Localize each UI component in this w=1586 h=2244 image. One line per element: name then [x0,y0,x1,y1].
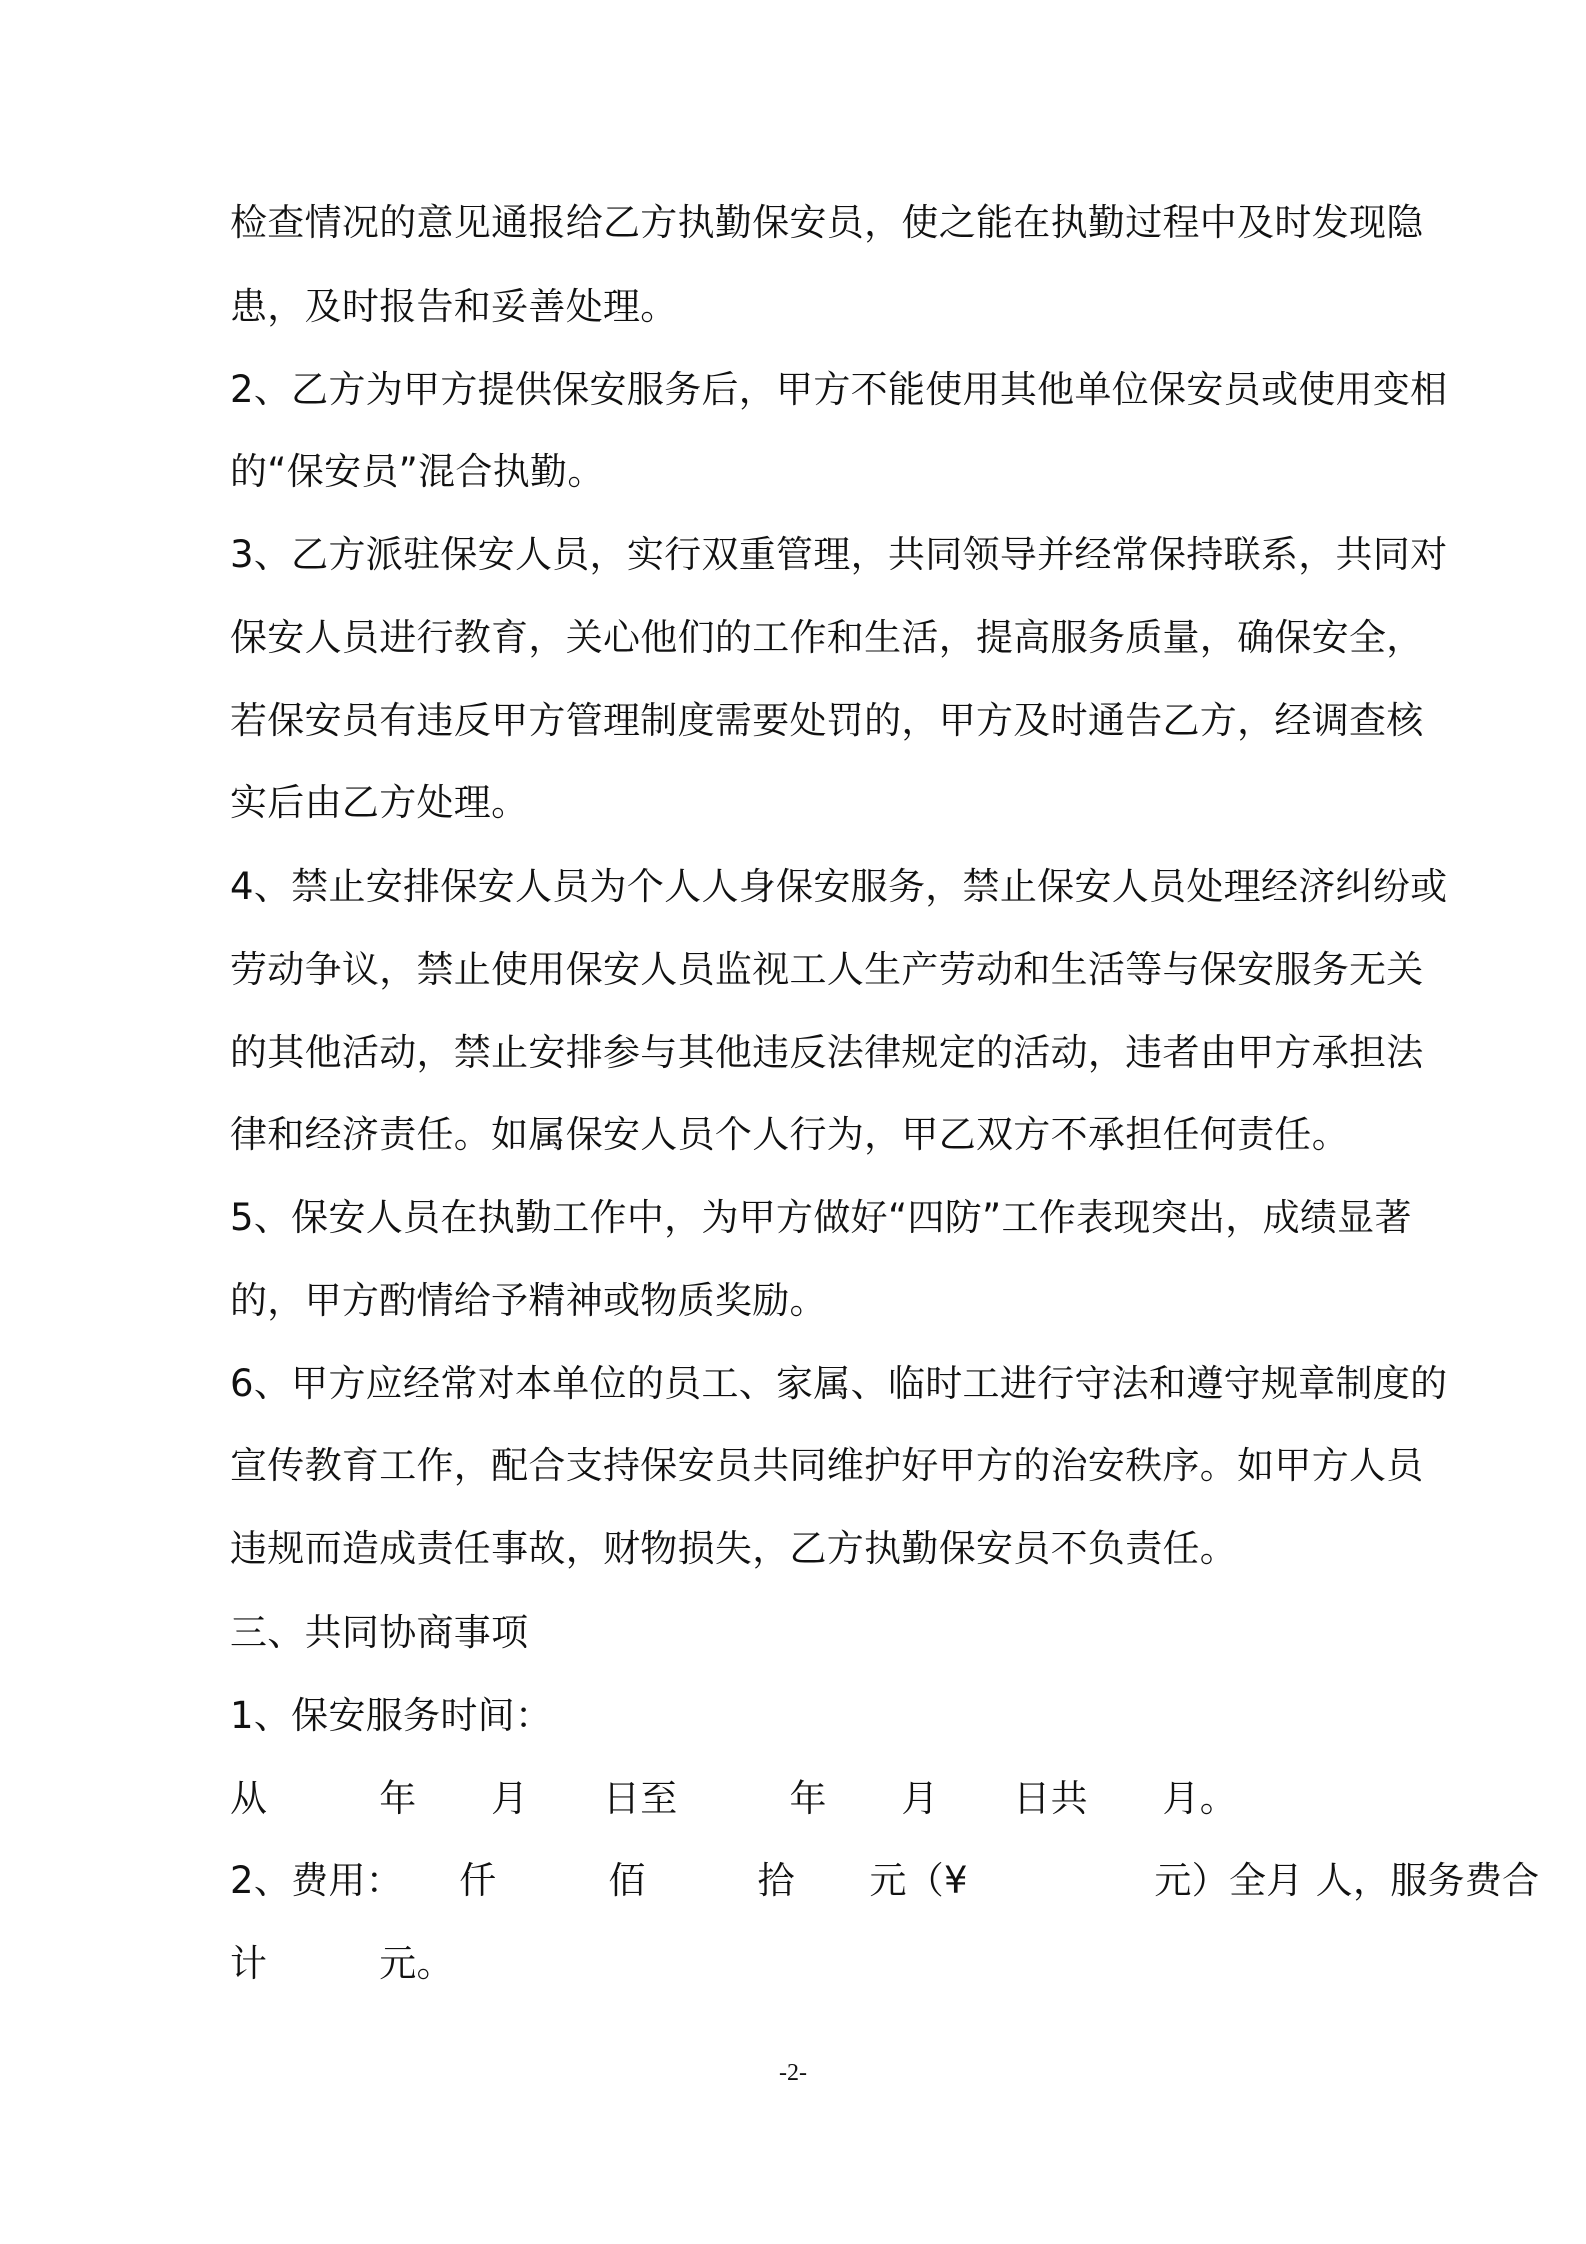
text-line-2: 患，及时报告和妥善处理。 [230,285,678,328]
section-heading: 三、共同协商事项 [230,1611,529,1654]
text-line-1: 检查情况的意见通报给乙方执勤保安员，使之能在执勤过程中及时发现隐 [230,201,1424,244]
text-line-16: 宣传教育工作，配合支持保安员共同维护好甲方的治安秩序。如甲方人员 [230,1444,1424,1487]
text-line-13: 5、保安人员在执勤工作中，为甲方做好“四防”工作表现突出，成绩显著 [230,1196,1412,1239]
text-line-4: 的“保安员”混合执勤。 [230,450,605,493]
service-period-line: 从 年 月 日至 年 月 日共 月。 [230,1777,1238,1820]
text-line-19: 1、保安服务时间： [230,1694,553,1737]
text-line-10: 劳动争议，禁止使用保安人员监视工人生产劳动和生活等与保安服务无关 [230,948,1424,991]
text-line-17: 违规而造成责任事故，财物损失，乙方执勤保安员不负责任。 [230,1527,1238,1570]
text-line-7: 若保安员有违反甲方管理制度需要处罚的，甲方及时通告乙方，经调查核 [230,699,1424,742]
text-line-15: 6、甲方应经常对本单位的员工、家属、临时工进行守法和遵守规章制度的 [230,1362,1448,1405]
page-number: -2- [779,2060,807,2086]
text-line-5: 3、乙方派驻保安人员，实行双重管理，共同领导并经常保持联系，共同对 [230,533,1448,576]
text-line-6: 保安人员进行教育，关心他们的工作和生活，提高服务质量，确保安全， [230,616,1424,659]
text-line-3: 2、乙方为甲方提供保安服务后，甲方不能使用其他单位保安员或使用变相 [230,368,1448,411]
text-line-11: 的其他活动，禁止安排参与其他违反法律规定的活动，违者由甲方承担法 [230,1031,1424,1074]
text-line-9: 4、禁止安排保安人员为个人人身保安服务，禁止保安人员处理经济纠纷或 [230,865,1448,908]
text-line-14: 的，甲方酌情给予精神或物质奖励。 [230,1279,827,1322]
fee-line: 2、费用： 仟 佰 拾 元（¥ 元）全月 人，服务费合 [230,1859,1540,1902]
text-line-12: 律和经济责任。如属保安人员个人行为，甲乙双方不承担任何责任。 [230,1113,1349,1156]
text-line-8: 实后由乙方处理。 [230,781,529,824]
fee-total-line: 计 元。 [230,1942,454,1985]
